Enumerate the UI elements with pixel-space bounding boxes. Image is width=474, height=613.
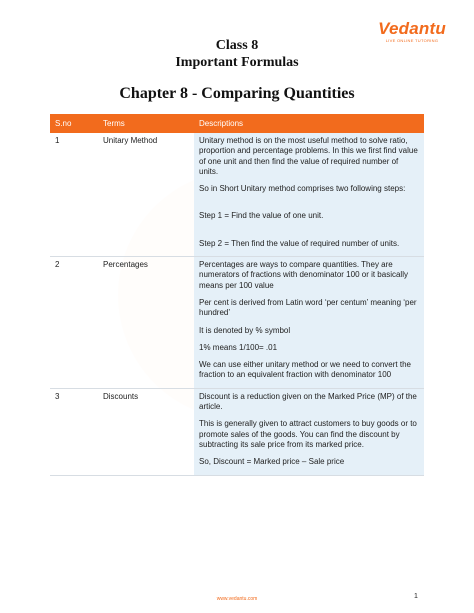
table-row	[50, 388, 424, 475]
description-paragraph: Per cent is derived from Latin word ‘per centum’ meaning ‘per hundred’	[199, 297, 417, 318]
table-row	[50, 257, 424, 389]
description-paragraph: Step 2 = Then find the value of required number of units.	[199, 238, 400, 248]
description-paragraph: So in Short Unitary method comprises two following steps:	[199, 184, 406, 194]
description-paragraph: Percentages are ways to compare quantities. They are numerators of fractions with denominator 100 or it basically means per 100 value	[199, 260, 408, 290]
row-description	[194, 257, 424, 389]
description-paragraph: Step 1 = Find the value of one unit.	[199, 211, 324, 221]
description-paragraph: Unitary method is on the most useful method to solve ratio, proportion and percentage problems. In this we first find value of one unit and then find the value of required number of units.	[199, 136, 418, 176]
row-sno: 1	[50, 133, 98, 257]
row-description	[194, 388, 424, 475]
row-sno: 2	[50, 257, 98, 389]
description-paragraph: 1% means 1/100= .01	[199, 342, 278, 352]
header-sno: S.no	[50, 114, 98, 133]
row-term: Discounts	[98, 388, 194, 475]
footer-url[interactable]: www.vedantu.com	[216, 596, 258, 602]
description-paragraph: This is generally given to attract customers to buy goods or to promote sales of the goods. You can find the discount by subtracting its sale price from its marked price.	[199, 419, 417, 449]
description-paragraph: It is denoted by % symbol	[199, 325, 291, 335]
row-term: Percentages	[98, 257, 194, 389]
header-terms: Terms	[98, 114, 194, 133]
description-paragraph: We can use either unitary method or we need to convert the fraction to an equivalent fraction with denominator 100	[199, 360, 411, 380]
description-paragraph: So, Discount = Marked price – Sale price	[199, 457, 345, 467]
class-title: Class 8	[215, 38, 259, 53]
logo-brand: Vedantu	[378, 19, 446, 38]
formulas-table	[50, 114, 424, 476]
logo-tagline: LIVE ONLINE TUTORING	[385, 38, 439, 43]
table-row	[50, 133, 424, 257]
header-descriptions: Descriptions	[194, 114, 424, 133]
row-term: Unitary Method	[98, 133, 194, 257]
table-header-row	[50, 114, 424, 133]
page-number: 1	[414, 593, 418, 600]
description-paragraph: Discount is a reduction given on the Marked Price (MP) of the article.	[199, 391, 417, 412]
row-description	[194, 133, 424, 257]
document-title: Important Formulas	[175, 55, 299, 70]
row-sno: 3	[50, 388, 98, 475]
chapter-title: Chapter 8 - Comparing Quantities	[119, 85, 355, 102]
